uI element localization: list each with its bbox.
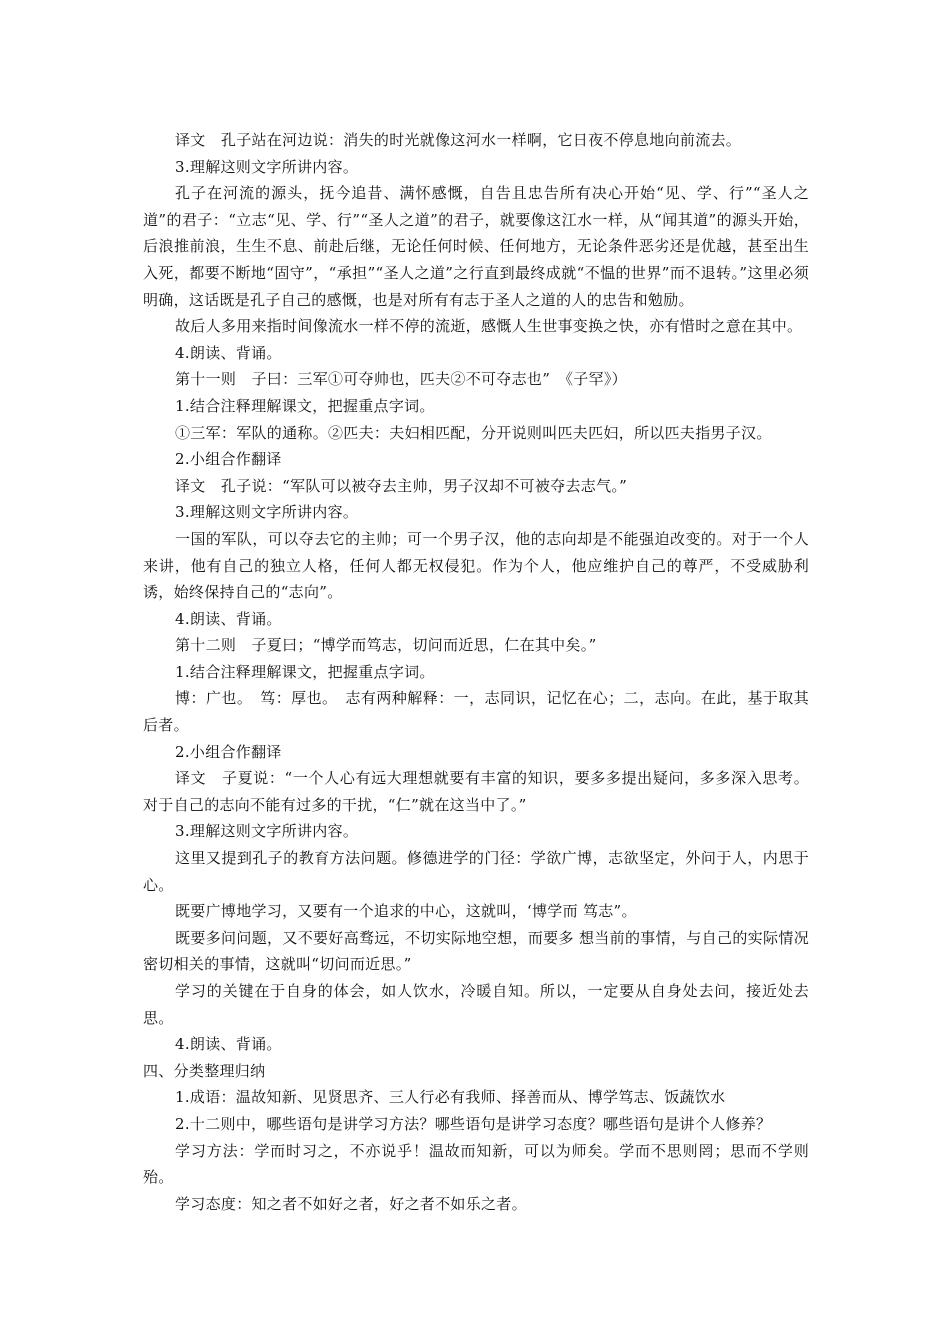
paragraph: 3.理解这则文字所讲内容。 <box>175 822 359 841</box>
paragraph: 4.朗读、背诵。 <box>175 609 282 628</box>
paragraph: 一国的军队，可以夺去它的主帅；可一个男子汉，他的志向却是不能强迫改变的。对于一个人来讲，他有自己的独立人格，任何人都无权侵犯。作为个人，他应维护自己的尊严，不受威胁利诱，始终保持自己的“志向”。 <box>143 529 809 602</box>
paragraph: 第十一则 子曰：三军①可夺帅也，匹夫②不可夺志也” 《子罕》） <box>175 370 627 389</box>
paragraph: 学习方法：学而时习之，不亦说乎！温故而知新，可以为师矣。学而不思则罔；思而不学则殆。 <box>143 1141 809 1187</box>
paragraph: 译文 孔子站在河边说：消失的时光就像这河水一样啊，它日夜不停息地向前流去。 <box>175 131 742 149</box>
paragraph: 1.结合注释理解课文，把握重点字词。 <box>175 396 435 415</box>
section-heading: 四、分类整理归纳 <box>143 1061 266 1080</box>
paragraph: 1.成语：温故知新、见贤思齐、三人行必有我师、择善而从、博学笃志、饭蔬饮水 <box>175 1088 726 1107</box>
paragraph: ①三军：军队的通称。②匹夫：夫妇相匹配，分开说则叫匹夫匹妇，所以匹夫指男子汉。 <box>175 423 772 442</box>
paragraph: 4.朗读、背诵。 <box>175 1035 282 1054</box>
document-page <box>143 127 809 1217</box>
paragraph: 1.结合注释理解课文，把握重点字词。 <box>175 662 435 681</box>
paragraph: 译文 孔子说：“军队可以被夺去主帅，男子汉却不可被夺去志气。” <box>175 476 628 495</box>
paragraph: 2.十二则中，哪些语句是讲学习方法？哪些语句是讲学习态度？哪些语句是讲个人修养？ <box>175 1114 772 1133</box>
paragraph: 4.朗读、背诵。 <box>175 343 282 362</box>
paragraph: 2.小组合作翻译 <box>175 450 282 469</box>
paragraph: 学习的关键在于自身的体会，如人饮水，冷暖自知。所以，一定要从自身处去问，接近处去思。 <box>143 982 809 1027</box>
paragraph: 既要多问问题，又不要好高骛远，不切实际地空想，而要多 想当前的事情，与自己的实际情况密切相关的事情，这就叫“切问而近思。” <box>143 928 809 974</box>
paragraph: 学习态度：知之者不如好之者，好之者不如乐之者。 <box>175 1194 527 1213</box>
paragraph: 故后人多用来指时间像流水一样不停的流逝，感慨人生世事变换之快，亦有惜时之意在其中。 <box>175 317 803 336</box>
paragraph: 这里又提到孔子的教育方法问题。修德进学的门径：学欲广博，志欲坚定，外问于人，内思于心。 <box>143 849 809 894</box>
paragraph: 既要广博地学习，又要有一个追求的中心，这就叫，‘博学而 笃志”。 <box>175 902 637 921</box>
paragraph: 3.理解这则文字所讲内容。 <box>175 503 359 522</box>
paragraph: 2.小组合作翻译 <box>175 742 282 761</box>
paragraph: 孔子在河流的源头，抚今追昔、满怀感慨，自告且忠告所有决心开始“见、学、行”“圣人之道”的君子：“立志“见、学、行”“圣人之道”的君子，就要像这江水一样，从“闻其道”的源头开始，后浪推前浪，生生不息、前赴后继，无论任何时候、任何地方，无论条件恶劣还是优越，甚至出生入死，都要不断地“固守”，“承担”“圣人之道”之行直到最终成就“不愠的世界”而不退转。”这里必须明确，这话既是孔子自己的感慨，也是对所有有志于圣人之道的人的忠告和勉励。 <box>143 184 809 309</box>
paragraph: 译文 子夏说：“一个人心有远大理想就要有丰富的知识，要多多提出疑问，多多深入思考。对于自己的志向不能有过多的干扰，“仁”就在这当中了。” <box>143 769 809 814</box>
paragraph: 第十二则 子夏曰；“博学而笃志，切问而近思，仁在其中矣。” <box>175 636 597 655</box>
paragraph: 3.理解这则文字所讲内容。 <box>175 157 359 176</box>
paragraph: 博：广也。 笃：厚也。 志有两种解释：一，志同识，记忆在心；二，志向。在此，基于取其后者。 <box>143 689 809 735</box>
